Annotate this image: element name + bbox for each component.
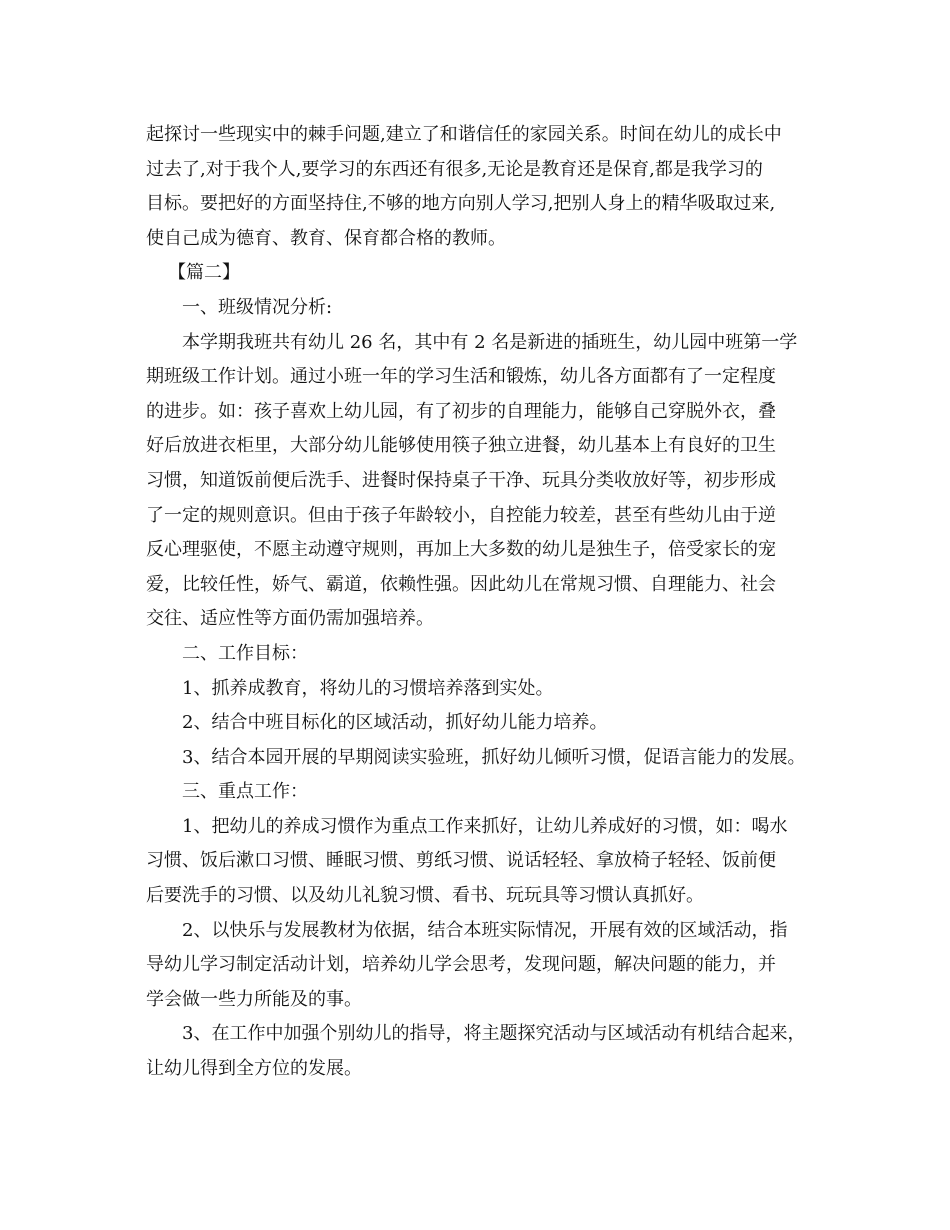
heading-class-analysis: 一、班级情况分析: <box>182 296 333 318</box>
section-heading-part-two: 【篇二】 <box>168 262 240 284</box>
key-work-2-line-1: 2、以快乐与发展教材为依据，结合本班实际情况，开展有效的区域活动，指 <box>182 919 788 941</box>
text-line-15: 交往、适应性等方面仍需加强培养。 <box>146 608 434 630</box>
heading-key-work: 三、重点工作： <box>182 781 308 803</box>
text-line-7: 本学期我班共有幼儿 26 名，其中有 2 名是新进的插班生，幼儿园中班第一学 <box>182 331 798 353</box>
text-line-14: 爱，比较任性，娇气、霸道，依赖性强。因此幼儿在常规习惯、自理能力、社会 <box>146 573 776 595</box>
key-work-3-line-2: 让幼儿得到全方位的发展。 <box>146 1058 362 1080</box>
key-work-2-line-3: 学会做一些力所能及的事。 <box>146 988 362 1010</box>
heading-work-goals: 二、工作目标： <box>182 642 308 664</box>
key-work-1-line-1: 1、把幼儿的养成习惯作为重点工作来抓好，让幼儿养成好的习惯，如：喝水 <box>182 815 788 837</box>
text-line-9: 的进步。如：孩子喜欢上幼儿园，有了初步的自理能力，能够自己穿脱外衣，叠 <box>146 400 776 422</box>
key-work-3-line-1: 3、在工作中加强个别幼儿的指导，将主题探究活动与区域活动有机结合起来， <box>182 1023 806 1045</box>
text-line-11: 习惯，知道饭前便后洗手、进餐时保持桌子干净、玩具分类收放好等，初步形成 <box>146 469 776 491</box>
text-line-13: 反心理驱使，不愿主动遵守规则，再加上大多数的幼儿是独生子，倍受家长的宠 <box>146 539 776 561</box>
text-line-4: 使自己成为德育、教育、保育都合格的教师。 <box>146 227 506 249</box>
text-line-2: 过去了,对于我个人,要学习的东西还有很多,无论是教育还是保育,都是我学习的 <box>146 158 763 180</box>
key-work-2-line-2: 导幼儿学习制定活动计划，培养幼儿学会思考，发现问题，解决问题的能力，并 <box>146 954 776 976</box>
goal-item-1: 1、抓养成教育，将幼儿的习惯培养落到实处。 <box>182 677 554 699</box>
text-line-12: 了一定的规则意识。但由于孩子年龄较小，自控能力较差，甚至有些幼儿由于逆 <box>146 504 776 526</box>
goal-item-2: 2、结合中班目标化的区域活动，抓好幼儿能力培养。 <box>182 712 608 734</box>
text-line-3: 目标。要把好的方面坚持住,不够的地方向别人学习,把别人身上的精华吸取过来, <box>146 193 776 215</box>
key-work-1-line-2: 习惯、饭后漱口习惯、睡眠习惯、剪纸习惯、说话轻轻、拿放椅子轻轻、饭前便 <box>146 850 776 872</box>
goal-item-3: 3、结合本园开展的早期阅读实验班，抓好幼儿倾听习惯，促语言能力的发展。 <box>182 746 806 768</box>
text-line-8: 期班级工作计划。通过小班一年的学习生活和锻炼，幼儿各方面都有了一定程度 <box>146 366 776 388</box>
text-line-10: 好后放进衣柜里，大部分幼儿能够使用筷子独立进餐，幼儿基本上有良好的卫生 <box>146 435 776 457</box>
key-work-1-line-3: 后要洗手的习惯、以及幼儿礼貌习惯、看书、玩玩具等习惯认真抓好。 <box>146 885 704 907</box>
document-body <box>146 118 826 1087</box>
text-line-1: 起探讨一些现实中的棘手问题,建立了和谐信任的家园关系。时间在幼儿的成长中 <box>146 124 782 145</box>
